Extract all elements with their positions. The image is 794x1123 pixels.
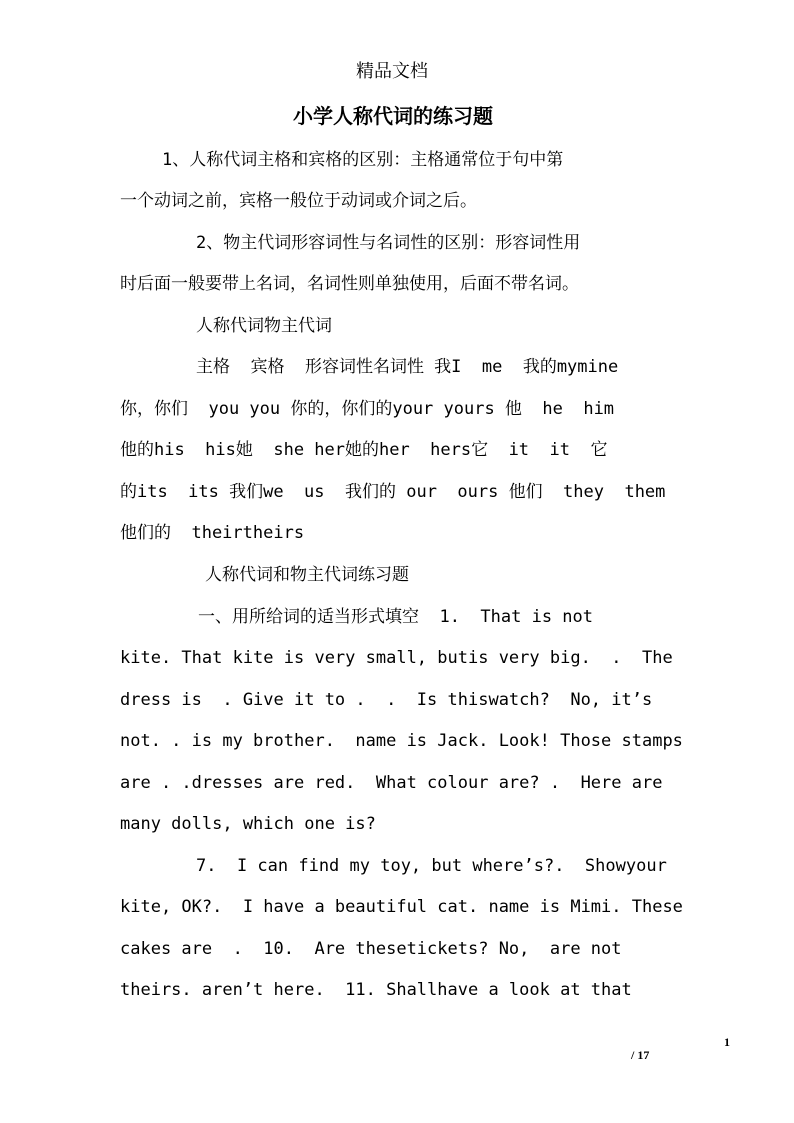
paragraph-line: 1、人称代词主格和宾格的区别：主格通常位于句中第	[162, 150, 564, 170]
section-heading: 人称代词和物主代词练习题	[205, 565, 409, 585]
page-header: 精品文档	[356, 61, 428, 82]
section-heading: 人称代词物主代词	[196, 316, 332, 336]
paragraph-line: 他的his his她 she her她的her hers它 it it 它	[120, 440, 608, 460]
paragraph-line: kite, OK?. I have a beautiful cat. name is Mimi. These	[120, 897, 683, 917]
paragraph-line: dress is . Give it to . . Is thiswatch? No, it’s	[120, 690, 653, 710]
paragraph-line: kite. That kite is very small, butis very big. . The	[120, 648, 673, 668]
page-total: / 17	[631, 1048, 650, 1062]
paragraph-line: are . .dresses are red. What colour are? . Here are	[120, 773, 663, 793]
paragraph-line: 的its its 我们we us 我们的 our ours 他们 they them	[120, 482, 666, 502]
paragraph-line: not. . is my brother. name is Jack. Look! Those stamps	[120, 731, 683, 751]
page-number: 1	[724, 1035, 730, 1049]
document-title: 小学人称代词的练习题	[293, 104, 493, 128]
paragraph-line: many dolls, which one is?	[120, 814, 376, 834]
paragraph-line: 一个动词之前，宾格一般位于动词或介词之后。	[120, 191, 477, 211]
paragraph-line: 7. I can find my toy, but where’s?. Showyour	[196, 856, 667, 876]
paragraph-line: 时后面一般要带上名词，名词性则单独使用，后面不带名词。	[120, 274, 579, 294]
paragraph-line: 2、物主代词形容词性与名词性的区别：形容词性用	[196, 233, 581, 253]
paragraph-line: 你，你们 you you 你的，你们的your yours 他 he him	[120, 399, 615, 419]
paragraph-line: 一、用所给词的适当形式填空 1. That is not	[198, 607, 593, 627]
paragraph-line: theirs. aren’t here. 11. Shallhave a look at that	[120, 980, 632, 1000]
paragraph-line: 他们的 theirtheirs	[120, 523, 305, 543]
paragraph-line: cakes are . 10. Are thesetickets? No, are not	[120, 939, 622, 959]
paragraph-line: 主格 宾格 形容词性名词性 我I me 我的mymine	[196, 357, 619, 377]
